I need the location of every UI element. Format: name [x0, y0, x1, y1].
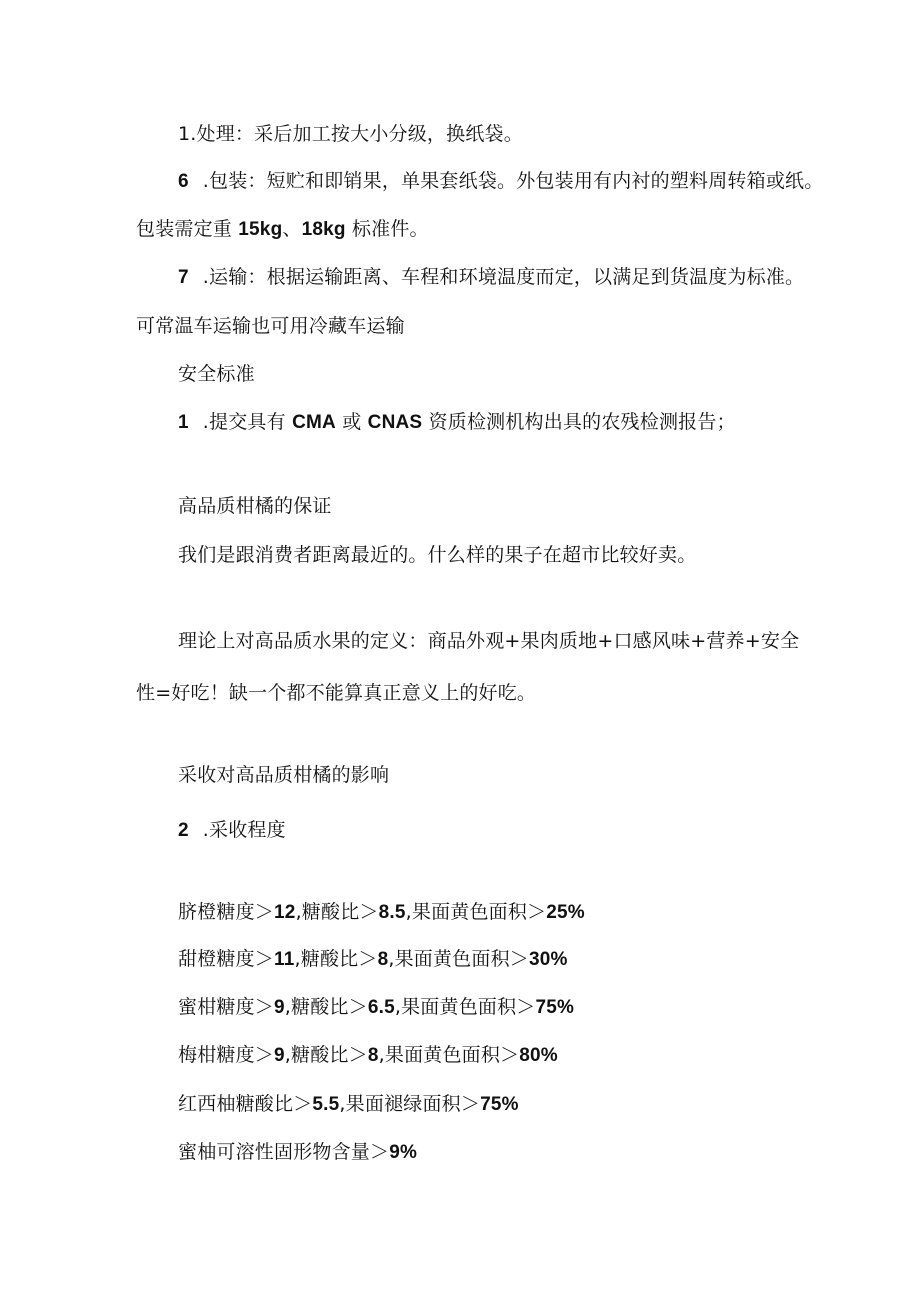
harvest-degree-text: .采收程度 — [202, 819, 286, 841]
standard-value: 11 — [274, 949, 295, 970]
standard-value: 8 — [367, 1045, 379, 1066]
packaging-weight-text-a: 包装需定重 — [136, 218, 233, 240]
packaging-text: .包装：短贮和即销果，单果套纸袋。外包装用有内衬的塑料周转箱或纸。 — [202, 170, 824, 192]
standard-value: 9 — [274, 997, 285, 1018]
definition-text: 理论上对高品质水果的定义：商品外观+果肉质地+口感风味+营养+安全 — [178, 630, 800, 652]
packaging-line — [178, 169, 823, 194]
processing-text: 1.处理：采后加工按大小分级，换纸袋。 — [178, 123, 523, 145]
standard-value: 5.5 — [312, 1094, 340, 1115]
standard-text: ,果面黄色面积＞ — [405, 901, 547, 923]
packaging-weight-separator: 、 — [282, 218, 302, 240]
harvest-degree-line — [178, 818, 286, 843]
consumer-line — [178, 543, 696, 567]
packaging-weight-text-e: 标准件。 — [351, 218, 429, 240]
standard-value: 25% — [546, 902, 585, 923]
packaging-number: 6 — [178, 171, 189, 192]
standard-text: 蜜柚可溶性固形物含量＞ — [178, 1141, 390, 1163]
standard-text: ,糖酸比＞ — [294, 948, 378, 970]
safety-standard-text: 安全标准 — [178, 363, 255, 385]
standard-value: 9 — [274, 1045, 285, 1066]
standard-text: 梅柑糖度＞ — [178, 1044, 275, 1066]
pesticide-report-number: 1 — [178, 412, 189, 433]
standard-value: 8.5 — [378, 902, 406, 923]
standard-value: 8 — [377, 949, 389, 970]
standard-text: 蜜柑糖度＞ — [178, 996, 275, 1018]
harvest-impact-text: 采收对高品质柑橘的影响 — [178, 764, 390, 786]
transport-continuation-text: 可常温车运输也可用冷藏车运输 — [136, 315, 405, 337]
quality-guarantee-text: 高品质柑橘的保证 — [178, 495, 332, 517]
standard-text: 甜橙糖度＞ — [178, 948, 275, 970]
harvest-impact-heading — [178, 763, 389, 787]
weight-18kg: 18kg — [301, 219, 346, 240]
processing-line — [178, 122, 523, 146]
standard-text: 红西柚糖酸比＞ — [178, 1093, 313, 1115]
pesticide-report-line — [178, 410, 736, 435]
standard-text: ,糖酸比＞ — [284, 1044, 368, 1066]
transport-number: 7 — [178, 267, 189, 288]
standard-value: 75% — [535, 997, 575, 1018]
standard-row — [178, 947, 568, 972]
standard-row — [178, 995, 574, 1020]
standard-text: ,糖酸比＞ — [295, 901, 379, 923]
safety-standard-heading — [178, 362, 255, 386]
standard-value: 80% — [519, 1045, 558, 1066]
transport-text: .运输：根据运输距离、车程和环境温度而定，以满足到货温度为标准。 — [202, 266, 805, 288]
cnas-label: CNAS — [367, 412, 423, 433]
definition-continuation-line — [136, 681, 536, 705]
pesticide-report-text-e: 资质检测机构出具的农残检测报告； — [428, 411, 736, 433]
standard-text: ,果面黄色面积＞ — [394, 996, 536, 1018]
definition-line — [178, 629, 799, 653]
pesticide-report-text-c: 或 — [342, 411, 362, 433]
standard-text: ,果面黄色面积＞ — [388, 948, 529, 970]
standard-text: ,糖酸比＞ — [284, 996, 368, 1018]
packaging-weight-line — [136, 217, 429, 242]
transport-continuation-line — [136, 314, 405, 338]
transport-line — [178, 265, 804, 290]
standard-text: 脐橙糖度＞ — [178, 901, 275, 923]
pesticide-report-text-a: .提交具有 — [202, 411, 286, 433]
standard-value: 75% — [480, 1094, 519, 1115]
standard-row — [178, 900, 585, 925]
standard-row — [178, 1092, 519, 1117]
standard-row — [178, 1043, 558, 1068]
standard-text: ,果面黄色面积＞ — [378, 1044, 520, 1066]
cma-label: CMA — [292, 412, 336, 433]
standard-row — [178, 1140, 417, 1165]
definition-continuation-text: 性=好吃！缺一个都不能算真正意义上的好吃。 — [136, 682, 537, 704]
harvest-degree-number: 2 — [178, 820, 189, 841]
standard-value: 30% — [528, 949, 568, 970]
standard-value: 6.5 — [367, 997, 395, 1018]
consumer-text: 我们是跟消费者距离最近的。什么样的果子在超市比较好卖。 — [178, 544, 697, 566]
weight-15kg: 15kg — [238, 219, 283, 240]
quality-guarantee-heading — [178, 494, 332, 518]
standard-value: 9% — [389, 1142, 418, 1163]
standard-value: 12 — [274, 902, 296, 923]
standard-text: ,果面褪绿面积＞ — [339, 1093, 481, 1115]
